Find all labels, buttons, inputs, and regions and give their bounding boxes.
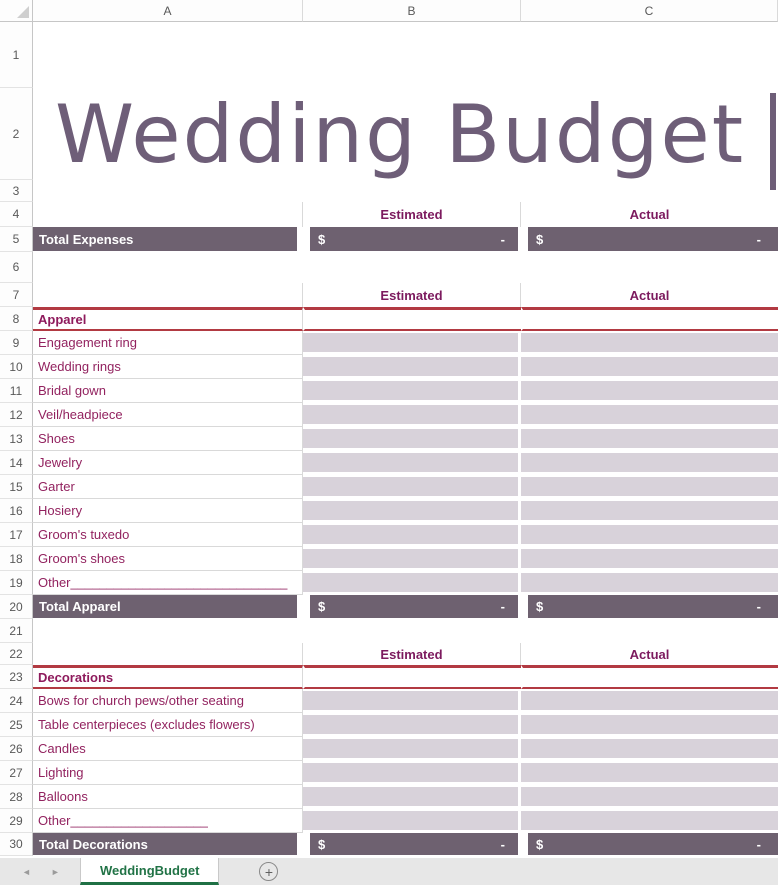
item-label-cell[interactable]: Groom's tuxedo [33,523,303,547]
estimated-value-cell[interactable] [303,379,521,403]
row-header[interactable]: 20 [0,595,33,619]
row-header[interactable]: 26 [0,737,33,761]
actual-value-cell[interactable] [521,689,778,713]
actual-value-cell[interactable] [521,571,778,595]
tab-label: WeddingBudget [100,862,200,878]
row-header[interactable]: 15 [0,475,33,499]
item-label-cell[interactable]: Groom's shoes [33,547,303,571]
estimated-value-cell[interactable] [303,499,521,523]
total-decorations-estimated-cell[interactable] [303,833,521,856]
row-header[interactable]: 1 [0,22,33,88]
estimated-value-cell[interactable] [303,547,521,571]
row-header[interactable]: 7 [0,283,33,307]
section-header-apparel[interactable]: Apparel [33,307,303,331]
actual-total-value: - [756,231,761,247]
row-header[interactable]: 5 [0,227,33,252]
item-label-cell[interactable]: Engagement ring [33,331,303,355]
estimated-value-cell[interactable] [303,523,521,547]
row-header[interactable]: 24 [0,689,33,713]
actual-value-cell[interactable] [521,809,778,833]
total-apparel-actual-cell[interactable] [521,595,778,619]
actual-value-cell[interactable] [521,403,778,427]
title-cell[interactable] [33,88,778,180]
estimated-value-cell[interactable] [303,689,521,713]
actual-value-cell[interactable] [521,523,778,547]
estimated-value-cell[interactable] [303,785,521,809]
item-label-cell[interactable]: Other___________________ [33,809,303,833]
estimated-value-cell[interactable] [303,809,521,833]
actual-total-value: - [756,836,761,852]
tab-weddingbudget[interactable] [80,858,219,885]
row-header[interactable]: 27 [0,761,33,785]
currency-symbol: $ [536,836,544,852]
row-header[interactable]: 2 [0,88,33,180]
item-label-cell[interactable]: Jewelry [33,451,303,475]
actual-value-cell[interactable] [521,785,778,809]
row-header[interactable]: 11 [0,379,33,403]
row-header[interactable]: 30 [0,833,33,856]
estimated-value-cell[interactable] [303,475,521,499]
section-header-cell[interactable] [521,307,778,331]
currency-symbol: $ [536,599,544,614]
row-header[interactable]: 17 [0,523,33,547]
row-header[interactable]: 23 [0,665,33,689]
actual-value-cell[interactable] [521,379,778,403]
actual-value-cell[interactable] [521,761,778,785]
blank-row[interactable] [33,180,778,202]
blank-row[interactable] [33,22,778,88]
row-header[interactable]: 14 [0,451,33,475]
item-label-cell[interactable]: Wedding rings [33,355,303,379]
row-header[interactable]: 29 [0,809,33,833]
section-header-cell[interactable] [303,307,521,331]
estimated-value-cell[interactable] [303,331,521,355]
section-header-decorations[interactable]: Decorations [33,665,303,689]
item-label-cell[interactable]: Other______________________________ [33,571,303,595]
total-decorations-label: Total Decorations [39,836,148,852]
estimated-total-value: - [500,231,505,247]
item-label-cell[interactable]: Garter [33,475,303,499]
actual-total-value: - [756,599,761,614]
blank-row[interactable] [33,252,778,283]
item-label-cell[interactable]: Bows for church pews/other seating [33,689,303,713]
section-header-cell[interactable] [521,665,778,689]
blank-cell[interactable] [33,283,303,307]
row-header[interactable]: 21 [0,619,33,643]
blank-row[interactable] [33,619,778,643]
row-header[interactable]: 18 [0,547,33,571]
total-expenses-label-cell[interactable] [33,227,303,252]
currency-symbol: $ [318,231,326,247]
actual-header[interactable]: Actual [521,283,778,307]
total-expenses-label: Total Expenses [39,231,134,247]
row-header[interactable]: 4 [0,202,33,227]
currency-symbol: $ [318,836,326,852]
column-header-c[interactable]: C [521,0,778,22]
actual-header[interactable]: Actual [521,202,778,227]
title-overflow-fragment [770,93,776,190]
estimated-total-value: - [500,599,505,614]
item-label-cell[interactable]: Lighting [33,761,303,785]
sheet-tab-bar [0,856,778,885]
column-header-a[interactable]: A [33,0,303,22]
estimated-value-cell[interactable] [303,427,521,451]
total-decorations-label-cell[interactable] [33,833,303,856]
total-expenses-estimated-cell[interactable] [303,227,521,252]
total-apparel-estimated-cell[interactable] [303,595,521,619]
estimated-value-cell[interactable] [303,737,521,761]
total-apparel-label: Total Apparel [39,599,121,614]
actual-value-cell[interactable] [521,547,778,571]
sheet-nav [0,858,68,885]
estimated-header[interactable]: Estimated [303,202,521,227]
blank-cell[interactable] [33,202,303,227]
total-decorations-actual-cell[interactable] [521,833,778,856]
currency-symbol: $ [318,599,326,614]
actual-value-cell[interactable] [521,713,778,737]
estimated-value-cell[interactable] [303,761,521,785]
estimated-total-value: - [500,836,505,852]
plus-icon: + [264,863,274,880]
page-title: Wedding Budget [55,88,746,181]
item-label-cell[interactable]: Bridal gown [33,379,303,403]
row-header[interactable]: 6 [0,252,33,283]
add-sheet-button[interactable] [259,862,278,881]
row-header[interactable]: 16 [0,499,33,523]
estimated-value-cell[interactable] [303,571,521,595]
row-header[interactable]: 19 [0,571,33,595]
row-header[interactable]: 22 [0,643,33,665]
item-label-cell[interactable]: Hosiery [33,499,303,523]
total-apparel-label-cell[interactable] [33,595,303,619]
row-header[interactable]: 25 [0,713,33,737]
item-label-cell[interactable]: Candles [33,737,303,761]
nav-right-icon[interactable]: ► [50,866,60,877]
total-expenses-actual-cell[interactable] [521,227,778,252]
estimated-header[interactable]: Estimated [303,643,521,665]
estimated-value-cell[interactable] [303,451,521,475]
actual-value-cell[interactable] [521,331,778,355]
row-header[interactable]: 9 [0,331,33,355]
actual-value-cell[interactable] [521,427,778,451]
actual-value-cell[interactable] [521,475,778,499]
row-header[interactable]: 8 [0,307,33,331]
select-all-corner[interactable] [0,0,33,22]
estimated-value-cell[interactable] [303,355,521,379]
actual-value-cell[interactable] [521,355,778,379]
estimated-header[interactable]: Estimated [303,283,521,307]
estimated-value-cell[interactable] [303,713,521,737]
actual-value-cell[interactable] [521,499,778,523]
row-header[interactable]: 10 [0,355,33,379]
item-label-cell[interactable]: Balloons [33,785,303,809]
row-header[interactable]: 3 [0,180,33,202]
actual-value-cell[interactable] [521,737,778,761]
row-header[interactable]: 28 [0,785,33,809]
item-label-cell[interactable]: Shoes [33,427,303,451]
item-label-cell[interactable]: Veil/headpiece [33,403,303,427]
row-header[interactable]: 13 [0,427,33,451]
section-header-cell[interactable] [303,665,521,689]
item-label-cell[interactable]: Table centerpieces (excludes flowers) [33,713,303,737]
estimated-value-cell[interactable] [303,403,521,427]
column-header-b[interactable]: B [303,0,521,22]
currency-symbol: $ [536,231,544,247]
actual-header[interactable]: Actual [521,643,778,665]
actual-value-cell[interactable] [521,451,778,475]
row-header[interactable]: 12 [0,403,33,427]
nav-left-icon[interactable]: ◄ [22,866,31,877]
blank-cell[interactable] [33,643,303,665]
